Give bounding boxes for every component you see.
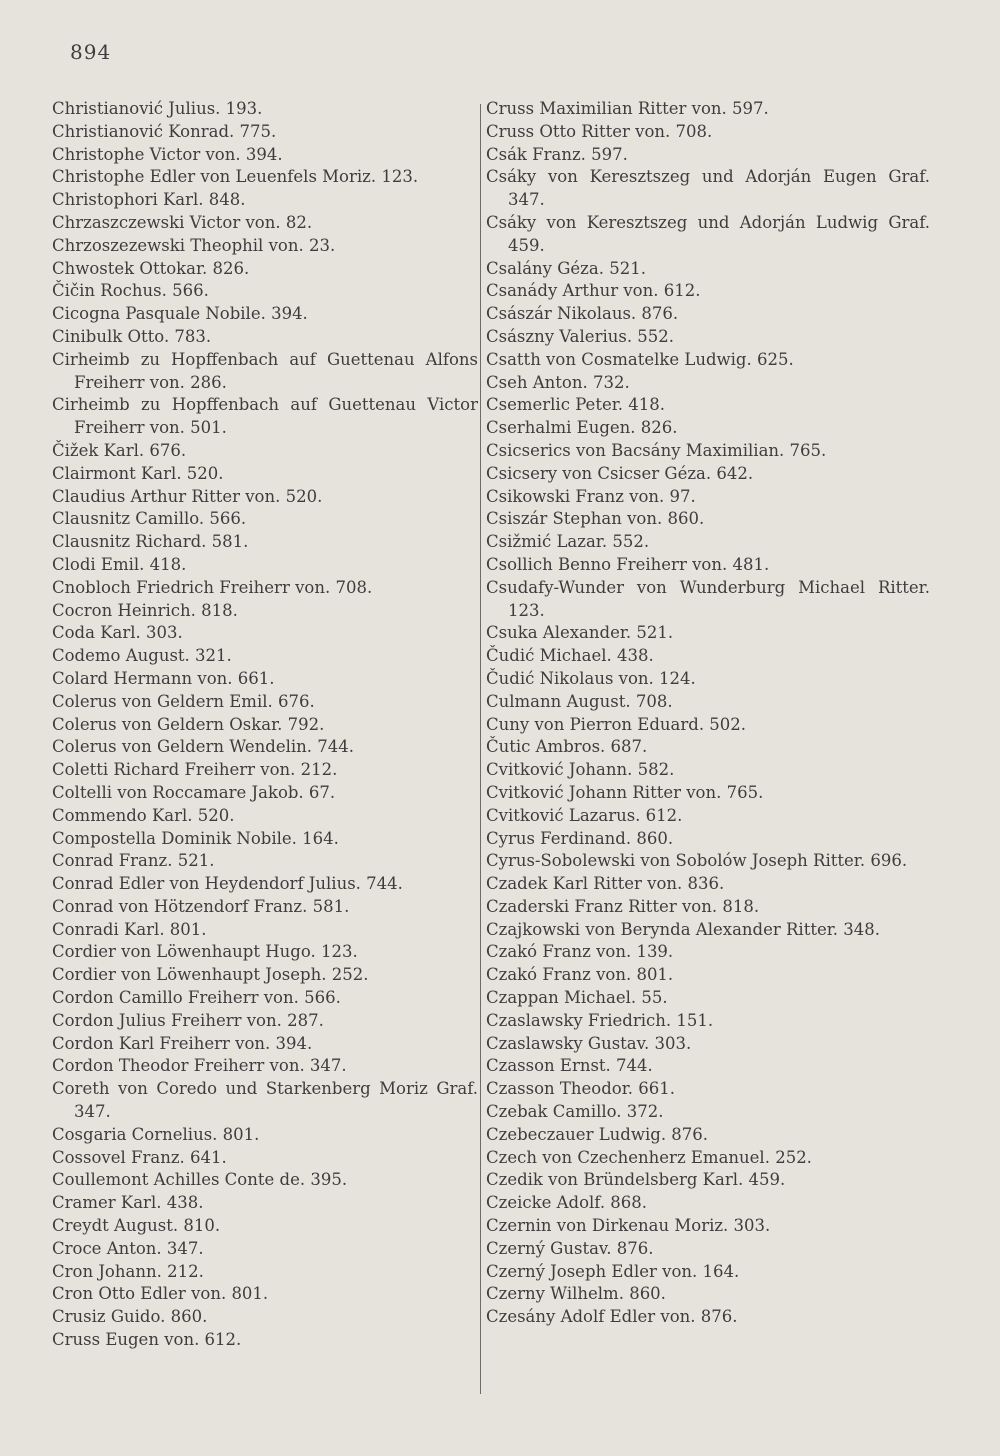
index-entry: Chrzoszezewski Theophil von. 23.	[52, 235, 336, 255]
index-entry: Czaslawsky Gustav. 303.	[486, 1033, 692, 1053]
index-entry: Czerný Joseph Edler von. 164.	[486, 1261, 740, 1281]
index-entry: Császár Nikolaus. 876.	[486, 304, 679, 324]
index-entry: Clodi Emil. 418.	[52, 554, 187, 574]
index-entry: Császny Valerius. 552.	[486, 326, 675, 346]
index-entry: Czajkowski von Berynda Alexander Ritter. 348.	[486, 919, 881, 939]
index-entry: Chrzaszczewski Victor von. 82.	[52, 212, 313, 232]
index-entry: Chwostek Ottokar. 826.	[52, 258, 250, 278]
index-entry: Čudić Nikolaus von. 124.	[486, 668, 696, 688]
index-entry: Clairmont Karl. 520.	[52, 463, 224, 483]
index-entry: Cordon Karl Freiherr von. 394.	[52, 1033, 313, 1053]
index-entry: Csižmić Lazar. 552.	[486, 532, 650, 552]
index-entry: Coletti Richard Freiherr von. 212.	[52, 760, 338, 780]
index-entry: Čičin Rochus. 566.	[52, 281, 209, 301]
index-entry: Colerus von Geldern Oskar. 792.	[52, 714, 325, 734]
index-entry: Csudafy-Wunder von Wunderburg Michael Ritter. 123.	[486, 577, 930, 620]
index-entry: Cicogna Pasquale Nobile. 394.	[52, 304, 308, 324]
index-entry: Čižek Karl. 676.	[52, 440, 187, 460]
index-entry: Czadek Karl Ritter von. 836.	[486, 874, 725, 894]
right-column	[486, 98, 930, 1329]
index-entry: Csollich Benno Freiherr von. 481.	[486, 554, 770, 574]
index-entry: Cruss Maximilian Ritter von. 597.	[486, 99, 769, 118]
column-divider	[480, 104, 481, 1394]
index-entry: Cvitković Johann. 582.	[486, 760, 675, 780]
index-entry: Czaderski Franz Ritter von. 818.	[486, 896, 760, 916]
index-entry: Cruss Eugen von. 612.	[52, 1330, 242, 1350]
index-entry: Cordier von Löwenhaupt Hugo. 123.	[52, 942, 358, 962]
index-entry: Czesány Adolf Edler von. 876.	[486, 1307, 738, 1327]
index-entry: Cyrus-Sobolewski von Sobolów Joseph Ritter. 696.	[486, 851, 908, 871]
index-entry: Cserhalmi Eugen. 826.	[486, 418, 678, 438]
index-entry: Czakó Franz von. 801.	[486, 965, 674, 985]
index-entry: Csáky von Keresztszeg und Adorján Eugen Graf. 347.	[486, 167, 930, 210]
index-entry: Colerus von Geldern Wendelin. 744.	[52, 737, 355, 757]
index-entry: Coltelli von Roccamare Jakob. 67.	[52, 782, 336, 802]
index-entry: Cruss Otto Ritter von. 708.	[486, 121, 713, 141]
index-entry: Csicsery von Csicser Géza. 642.	[486, 463, 754, 483]
index-entry: Conrad Edler von Heydendorf Julius. 744.	[52, 874, 403, 894]
index-entry: Cvitković Lazarus. 612.	[486, 805, 683, 825]
index-entry: Cinibulk Otto. 783.	[52, 326, 212, 346]
index-entry: Cirheimb zu Hopffenbach auf Guettenau Victor Freiherr von. 501.	[52, 395, 478, 438]
index-entry: Cordon Theodor Freiherr von. 347.	[52, 1056, 347, 1076]
index-entry: Cron Johann. 212.	[52, 1261, 204, 1281]
index-entry: Cnobloch Friedrich Freiherr von. 708.	[52, 577, 373, 597]
index-entry: Csemerlic Peter. 418.	[486, 395, 666, 415]
index-entry: Czasson Theodor. 661.	[486, 1079, 676, 1099]
index-entry: Christophori Karl. 848.	[52, 190, 246, 210]
index-entry: Cocron Heinrich. 818.	[52, 600, 238, 620]
index-entry: Czernin von Dirkenau Moriz. 303.	[486, 1216, 771, 1236]
index-entry: Cirheimb zu Hopffenbach auf Guettenau Alfons Freiherr von. 286.	[52, 349, 478, 392]
index-entry: Czebak Camillo. 372.	[486, 1102, 664, 1122]
index-entry: Czeicke Adolf. 868.	[486, 1193, 648, 1213]
index-entry: Croce Anton. 347.	[52, 1238, 204, 1258]
index-entry: Czedik von Bründelsberg Karl. 459.	[486, 1170, 786, 1190]
index-entry: Csatth von Cosmatelke Ludwig. 625.	[486, 349, 794, 369]
index-entry: Cordon Julius Freiherr von. 287.	[52, 1010, 324, 1030]
index-entry: Creydt August. 810.	[52, 1216, 221, 1236]
index-entry: Crusiz Guido. 860.	[52, 1307, 208, 1327]
index-entry: Csalány Géza. 521.	[486, 258, 646, 278]
page-number: 894	[70, 40, 112, 64]
index-entry: Culmann August. 708.	[486, 691, 673, 711]
index-entry: Czerný Gustav. 876.	[486, 1238, 654, 1258]
index-entry: Cossovel Franz. 641.	[52, 1147, 227, 1167]
index-entry: Czerny Wilhelm. 860.	[486, 1284, 666, 1304]
index-entry: Compostella Dominik Nobile. 164.	[52, 828, 339, 848]
index-entry: Cvitković Johann Ritter von. 765.	[486, 782, 764, 802]
index-entry: Coda Karl. 303.	[52, 623, 183, 643]
index-entry: Conrad von Hötzendorf Franz. 581.	[52, 896, 350, 916]
index-entry: Claudius Arthur Ritter von. 520.	[52, 486, 323, 506]
index-entry: Czappan Michael. 55.	[486, 988, 668, 1008]
index-entry: Csikowski Franz von. 97.	[486, 486, 696, 506]
index-entry: Csiszár Stephan von. 860.	[486, 509, 705, 529]
index-entry: Clausnitz Richard. 581.	[52, 532, 249, 552]
index-entry: Christianović Julius. 193.	[52, 99, 263, 118]
index-entry: Czech von Czechenherz Emanuel. 252.	[486, 1147, 812, 1167]
index-entry: Commendo Karl. 520.	[52, 805, 235, 825]
index-entry: Christophe Edler von Leuenfels Moriz. 123.	[52, 167, 419, 187]
index-entry: Csanády Arthur von. 612.	[486, 281, 701, 301]
index-entry: Conradi Karl. 801.	[52, 919, 207, 939]
index-entry: Cramer Karl. 438.	[52, 1193, 204, 1213]
index-entry: Cordier von Löwenhaupt Joseph. 252.	[52, 965, 369, 985]
index-entry: Čudić Michael. 438.	[486, 646, 654, 666]
index-entry: Cordon Camillo Freiherr von. 566.	[52, 988, 341, 1008]
index-entry: Cyrus Ferdinand. 860.	[486, 828, 674, 848]
index-entry: Czasson Ernst. 744.	[486, 1056, 653, 1076]
index-entry: Czakó Franz von. 139.	[486, 942, 674, 962]
index-entry: Csáky von Keresztszeg und Adorján Ludwig Graf. 459.	[486, 212, 930, 255]
index-entry: Cseh Anton. 732.	[486, 372, 630, 392]
index-entry: Colard Hermann von. 661.	[52, 668, 275, 688]
index-entry: Cosgaria Cornelius. 801.	[52, 1124, 260, 1144]
left-column	[52, 98, 478, 1352]
index-entry: Cron Otto Edler von. 801.	[52, 1284, 269, 1304]
index-entry: Clausnitz Camillo. 566.	[52, 509, 247, 529]
index-entry: Coreth von Coredo und Starkenberg Moriz Graf. 347.	[52, 1079, 478, 1122]
index-entry: Čutic Ambros. 687.	[486, 737, 648, 757]
index-entry: Conrad Franz. 521.	[52, 851, 215, 871]
index-entry: Cuny von Pierron Eduard. 502.	[486, 714, 747, 734]
index-entry: Csicserics von Bacsány Maximilian. 765.	[486, 440, 827, 460]
index-entry: Csák Franz. 597.	[486, 144, 628, 164]
index-entry: Czebeczauer Ludwig. 876.	[486, 1124, 709, 1144]
index-entry: Christianović Konrad. 775.	[52, 121, 277, 141]
index-entry: Colerus von Geldern Emil. 676.	[52, 691, 315, 711]
index-entry: Codemo August. 321.	[52, 646, 232, 666]
index-entry: Csuka Alexander. 521.	[486, 623, 674, 643]
index-entry: Christophe Victor von. 394.	[52, 144, 283, 164]
index-entry: Czaslawsky Friedrich. 151.	[486, 1010, 714, 1030]
index-entry: Coullemont Achilles Conte de. 395.	[52, 1170, 348, 1190]
